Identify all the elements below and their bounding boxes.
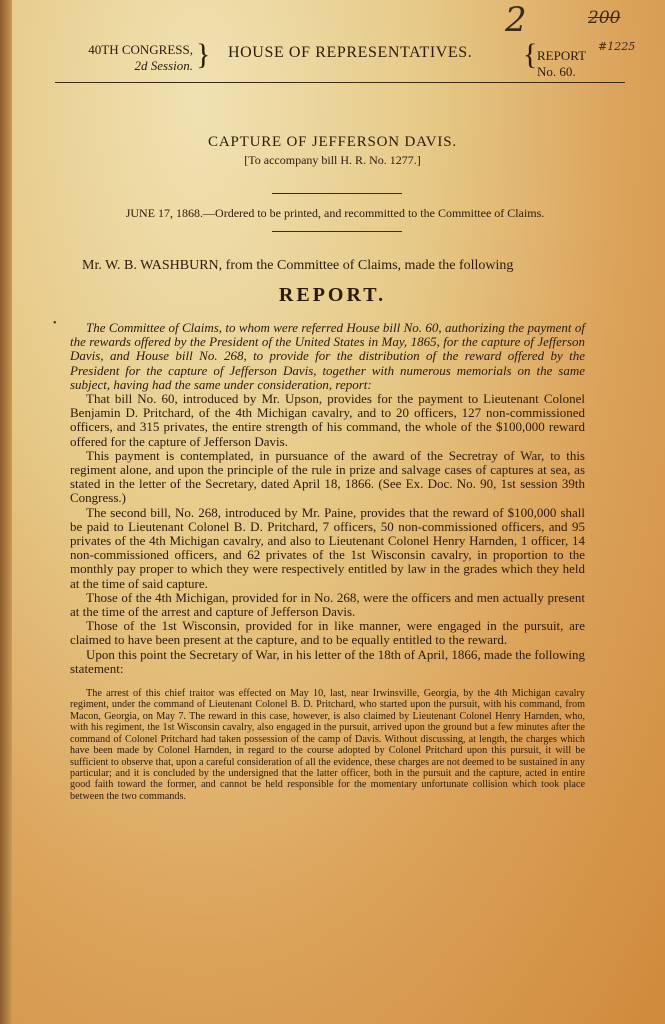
handwritten-reference: #1225 — [598, 40, 636, 53]
document-subtitle: [To accompany bill H. R. No. 1277.] — [244, 153, 421, 167]
quoted-statement: The arrest of this chief traitor was effected on May 10, last, near Irwinsville, Georgia, by the 4th Michigan cavalry regiment, under the command of Lieutenant Colonel B. D. Pritchard, who started upon the pursuit, with his command, from Macon, Georgia, on May 7. The reward in this case, however, is also claimed by Lieutenant Colonel Henry Harnden, who, with his regiment, the 1st Wisconsin cavalry, also engaged in the pursuit, arrived upon the ground but a few minutes after the command of Colonel Pritchard had taken possession of the camp of Davis. Without discussing, at length, the charges which have been made by Colonel Harnden, in regard to the course adopted by Colonel Pritchard upon this pursuit, it will be sufficient to observe that, upon a careful consideration of all the evidence, these charges are not deemed to be sustained in any particular; and it is concluded by the undersigned that the latter officer, both in the pursuit and the capture, acted in entire good faith toward the former, and cannot be held responsible for the momentary unfortunate collision which took place between the two commands. — [70, 688, 585, 802]
document-header — [55, 40, 625, 83]
house-title: HOUSE OF REPRESENTATIVES. — [228, 44, 473, 61]
brace-icon: { — [523, 38, 538, 71]
paragraph: The second bill, No. 268, introduced by Mr. Paine, provides that the reward of $100,000 shall be paid to Lieutenant Colonel B. D. Pritchard, 7 officers, 50 non-commissioned officers, and 95 privates of the 4th Michigan cavalry, and also to Lieutenant Colonel Henry Harnden, 1 officer, 14 non-commissioned officers, and 62 privates of the 1st Wisconsin cavalry, in proportion to the monthly pay proper to which they were respectively entitled by law in the grades which they held at the time of said capture. — [70, 504, 585, 591]
paragraph: Upon this point the Secretary of War, in his letter of the 18th of April, 1866, made the following statement: — [70, 646, 585, 676]
report-heading: REPORT. — [278, 284, 387, 306]
congress-info — [58, 42, 193, 74]
handwritten-struck-number: 200 — [588, 8, 621, 28]
report-number: No. 60. — [537, 64, 576, 79]
session-label: 2d Session. — [134, 58, 193, 73]
report-body — [70, 321, 585, 802]
order-line: JUNE 17, 1868.—Ordered to be printed, and recommitted to the Committee of Claims. — [125, 206, 545, 220]
paragraph: That bill No. 60, introduced by Mr. Upson, provides for the payment to Lieutenant Colonel Benjamin D. Pritchard, of the 4th Michigan cavalry, and to 20 officers, 127 non-commissioned officers, and 315 privates, the entire strength of his command, the whole of the $100,000 reward offered for the capture of Jefferson Davis. — [70, 391, 585, 449]
document-title: CAPTURE OF JEFFERSON DAVIS. — [208, 134, 457, 150]
report-number-block — [537, 48, 586, 80]
report-label: REPORT — [537, 48, 587, 63]
divider — [272, 231, 402, 232]
brace-icon: } — [196, 38, 211, 71]
paragraph: Those of the 1st Wisconsin, provided for in like manner, were engaged in the pursuit, are claimed to have been present at the capture, and to be equally entitled to the reward. — [70, 618, 585, 648]
congress-label: 40TH CONGRESS, — [88, 42, 193, 57]
intro-paragraph: The Committee of Claims, to whom were referred House bill No. 60, authorizing the payment of the rewards offered by the President of the United States in May, 1865, for the capture of Jefferson Davis, and House bill No. 268, to provide for the distribution of the reward offered by the President for the capture of Jefferson Davis, together with numerous memorials on the same subject, having had the same under consideration, report: — [70, 320, 585, 392]
presenter-line: Mr. W. B. WASHBURN, from the Committee of Claims, made the following — [82, 258, 514, 273]
handwritten-number: 2 — [505, 0, 527, 40]
paragraph: This payment is contemplated, in pursuance of the award of the Secretray of War, to this regiment alone, and upon the principle of the rule in prize and salvage cases of captures at sea, as stated in the letter of the Secretary, dated April 18, 1866. (See Ex. Doc. No. 90, 1st session 39th Congress.) — [70, 447, 585, 506]
divider — [272, 193, 402, 194]
pencil-mark: • — [53, 318, 57, 329]
paragraph: Those of the 4th Michigan, provided for in No. 268, were the officers and men actually present at the time of the arrest and capture of Jefferson Davis. — [70, 589, 585, 620]
